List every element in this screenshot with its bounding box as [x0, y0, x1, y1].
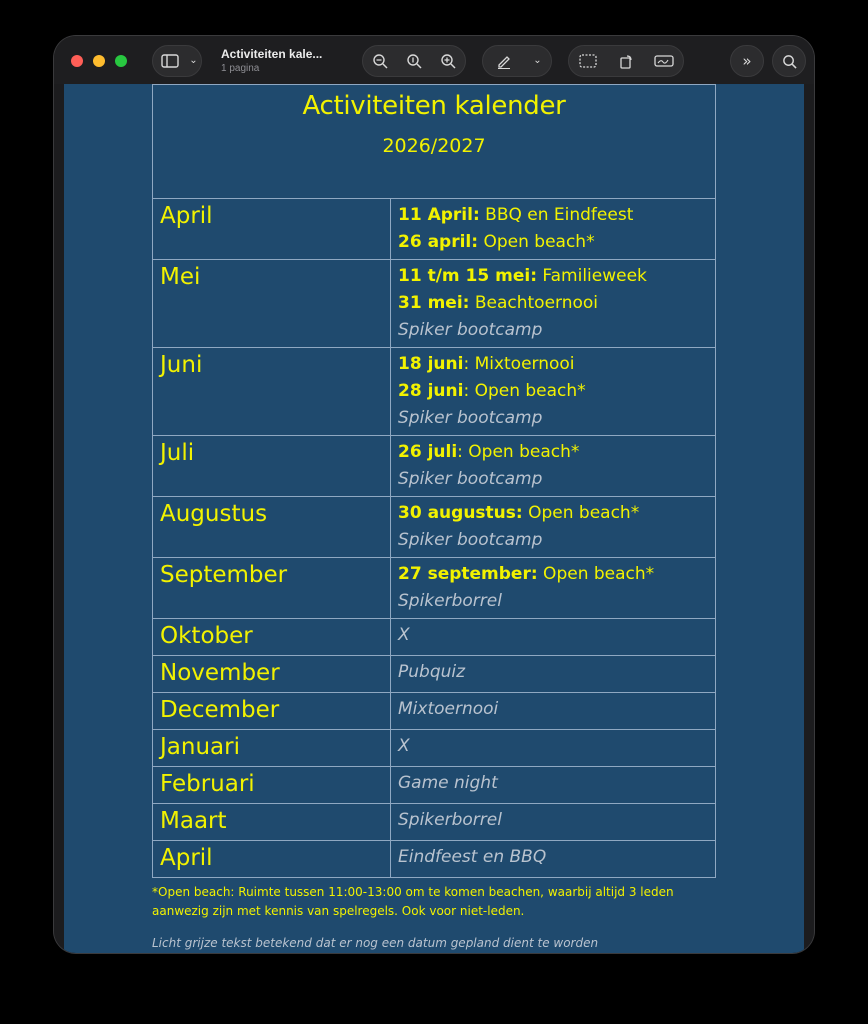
document-title: Activiteiten kale...: [221, 47, 323, 61]
zoom-in-icon[interactable]: [433, 46, 463, 76]
document-title-block: [221, 47, 322, 74]
activity-date: 26 juli: [398, 442, 458, 462]
table-row: [153, 348, 716, 436]
sidebar-toggle-button[interactable]: [152, 45, 202, 77]
unscheduled-activity: Spikerborrel: [398, 591, 502, 611]
activity-line: [398, 290, 715, 317]
activities-cell: [391, 730, 716, 767]
unscheduled-activity: Pubquiz: [398, 662, 466, 682]
zoom-out-icon[interactable]: [365, 46, 395, 76]
month-label: September: [160, 562, 288, 588]
month-label: Augustus: [160, 501, 268, 527]
toolbar: [54, 36, 814, 84]
document-canvas[interactable]: [54, 84, 814, 953]
table-row: [153, 841, 716, 878]
activity-date: 27 september:: [398, 564, 538, 584]
activities-cell: [391, 497, 716, 558]
edit-tools: [568, 45, 684, 77]
month-label: April: [160, 203, 213, 229]
header-cell: [153, 85, 716, 199]
month-cell: [153, 619, 391, 656]
table-row: [153, 619, 716, 656]
unscheduled-activity: Game night: [398, 773, 498, 793]
month-cell: [153, 693, 391, 730]
minimize-button[interactable]: [93, 55, 105, 67]
month-cell: [153, 260, 391, 348]
activity-name: : Open beach*: [463, 381, 586, 401]
table-row: [153, 260, 716, 348]
month-cell: [153, 436, 391, 497]
search-icon: [774, 46, 804, 76]
activity-line: [398, 351, 715, 378]
activity-name: Open beach*: [522, 503, 640, 523]
grey-text-legend: Licht grijze tekst betekend dat er nog een datum gepland dient te worden: [152, 936, 599, 950]
month-cell: [153, 767, 391, 804]
unscheduled-activity: Spiker bootcamp: [398, 530, 543, 550]
chevron-down-icon: ⌄: [533, 55, 542, 66]
activities-cell: [391, 656, 716, 693]
activity-date: 30 augustus:: [398, 503, 523, 523]
page-count: 1 pagina: [221, 63, 260, 74]
activities-cell: [391, 804, 716, 841]
activities-cell: [391, 558, 716, 619]
pdf-page: [64, 84, 804, 953]
sidebar-toggle-icon: [155, 46, 185, 76]
image-icon[interactable]: [573, 46, 603, 76]
activity-line: [398, 229, 715, 256]
calendar-title: Activiteiten kalender: [302, 91, 566, 121]
table-row: [153, 199, 716, 260]
month-label: November: [160, 660, 280, 686]
month-label: December: [160, 697, 280, 723]
unscheduled-activity: Spiker bootcamp: [398, 469, 543, 489]
month-label: Maart: [160, 808, 227, 834]
activity-line: [398, 263, 715, 290]
month-label: Februari: [160, 771, 255, 797]
zoom-controls: [362, 45, 466, 77]
activity-name: Open beach*: [478, 232, 595, 252]
activities-cell: [391, 619, 716, 656]
activity-date: 18 juni: [398, 354, 464, 374]
table-row: [153, 693, 716, 730]
activity-date: 28 juni: [398, 381, 464, 401]
month-label: Juni: [160, 352, 203, 378]
month-label: Januari: [160, 734, 240, 760]
open-beach-footnote: *Open beach: Ruimte tussen 11:00-13:00 om te komen beachen, waarbij altijd 3 leden aanwezig zijn met kennis van spelregels. Ook voor niet-leden.: [152, 885, 674, 918]
activity-name: : Mixtoernooi: [463, 354, 575, 374]
activity-name: Familieweek: [537, 266, 647, 286]
zoom-actual-icon[interactable]: [399, 46, 429, 76]
month-cell: [153, 199, 391, 260]
month-cell: [153, 497, 391, 558]
table-row: [153, 497, 716, 558]
table-row: [153, 804, 716, 841]
unscheduled-activity: Spikerborrel: [398, 810, 502, 830]
rotate-icon[interactable]: [611, 46, 641, 76]
search-button[interactable]: [772, 45, 806, 77]
preview-window: [54, 36, 814, 953]
month-cell: [153, 804, 391, 841]
activities-cell: [391, 767, 716, 804]
activity-line: [398, 439, 715, 466]
activity-calendar-table: [152, 84, 716, 878]
table-row: [153, 436, 716, 497]
activity-line: [398, 202, 715, 229]
activities-cell: [391, 436, 716, 497]
activity-line: [398, 378, 715, 405]
activity-name: : Open beach*: [457, 442, 580, 462]
activity-date: 31 mei:: [398, 293, 470, 313]
activities-cell: [391, 693, 716, 730]
activities-cell: [391, 260, 716, 348]
unscheduled-activity: Mixtoernooi: [398, 699, 499, 719]
signature-icon[interactable]: [649, 46, 679, 76]
month-label: April: [160, 845, 213, 871]
more-tools-icon: »: [742, 51, 752, 70]
activity-name: Beachtoernooi: [469, 293, 599, 313]
markup-pen-icon: [489, 46, 519, 76]
table-row: [153, 558, 716, 619]
activity-line: [398, 561, 715, 588]
unscheduled-activity: Spiker bootcamp: [398, 320, 543, 340]
activity-date: 26 april:: [398, 232, 479, 252]
activity-date: 11 April:: [398, 205, 480, 225]
activities-cell: [391, 841, 716, 878]
table-row: [153, 767, 716, 804]
activities-cell: [391, 199, 716, 260]
table-header-row: [153, 85, 716, 199]
calendar-year: 2026/2027: [382, 135, 486, 157]
activities-cell: [391, 348, 716, 436]
activity-line: [398, 500, 715, 527]
more-tools-button[interactable]: [730, 45, 764, 77]
month-cell: [153, 558, 391, 619]
fullscreen-button[interactable]: [115, 55, 127, 67]
close-button[interactable]: [71, 55, 83, 67]
month-cell: [153, 348, 391, 436]
activity-date: 11 t/m 15 mei:: [398, 266, 537, 286]
month-label: Oktober: [160, 623, 253, 649]
table-row: [153, 730, 716, 767]
table-row: [153, 656, 716, 693]
activity-name: BBQ en Eindfeest: [479, 205, 634, 225]
month-cell: [153, 656, 391, 693]
month-label: Mei: [160, 264, 201, 290]
month-cell: [153, 841, 391, 878]
unscheduled-activity: X: [398, 736, 410, 756]
month-cell: [153, 730, 391, 767]
activity-name: Open beach*: [537, 564, 655, 584]
unscheduled-activity: Spiker bootcamp: [398, 408, 543, 428]
unscheduled-activity: Eindfeest en BBQ: [398, 847, 547, 867]
chevron-down-icon: ⌄: [189, 55, 198, 66]
month-label: Juli: [160, 440, 195, 466]
markup-button[interactable]: [482, 45, 552, 77]
unscheduled-activity: X: [398, 625, 410, 645]
